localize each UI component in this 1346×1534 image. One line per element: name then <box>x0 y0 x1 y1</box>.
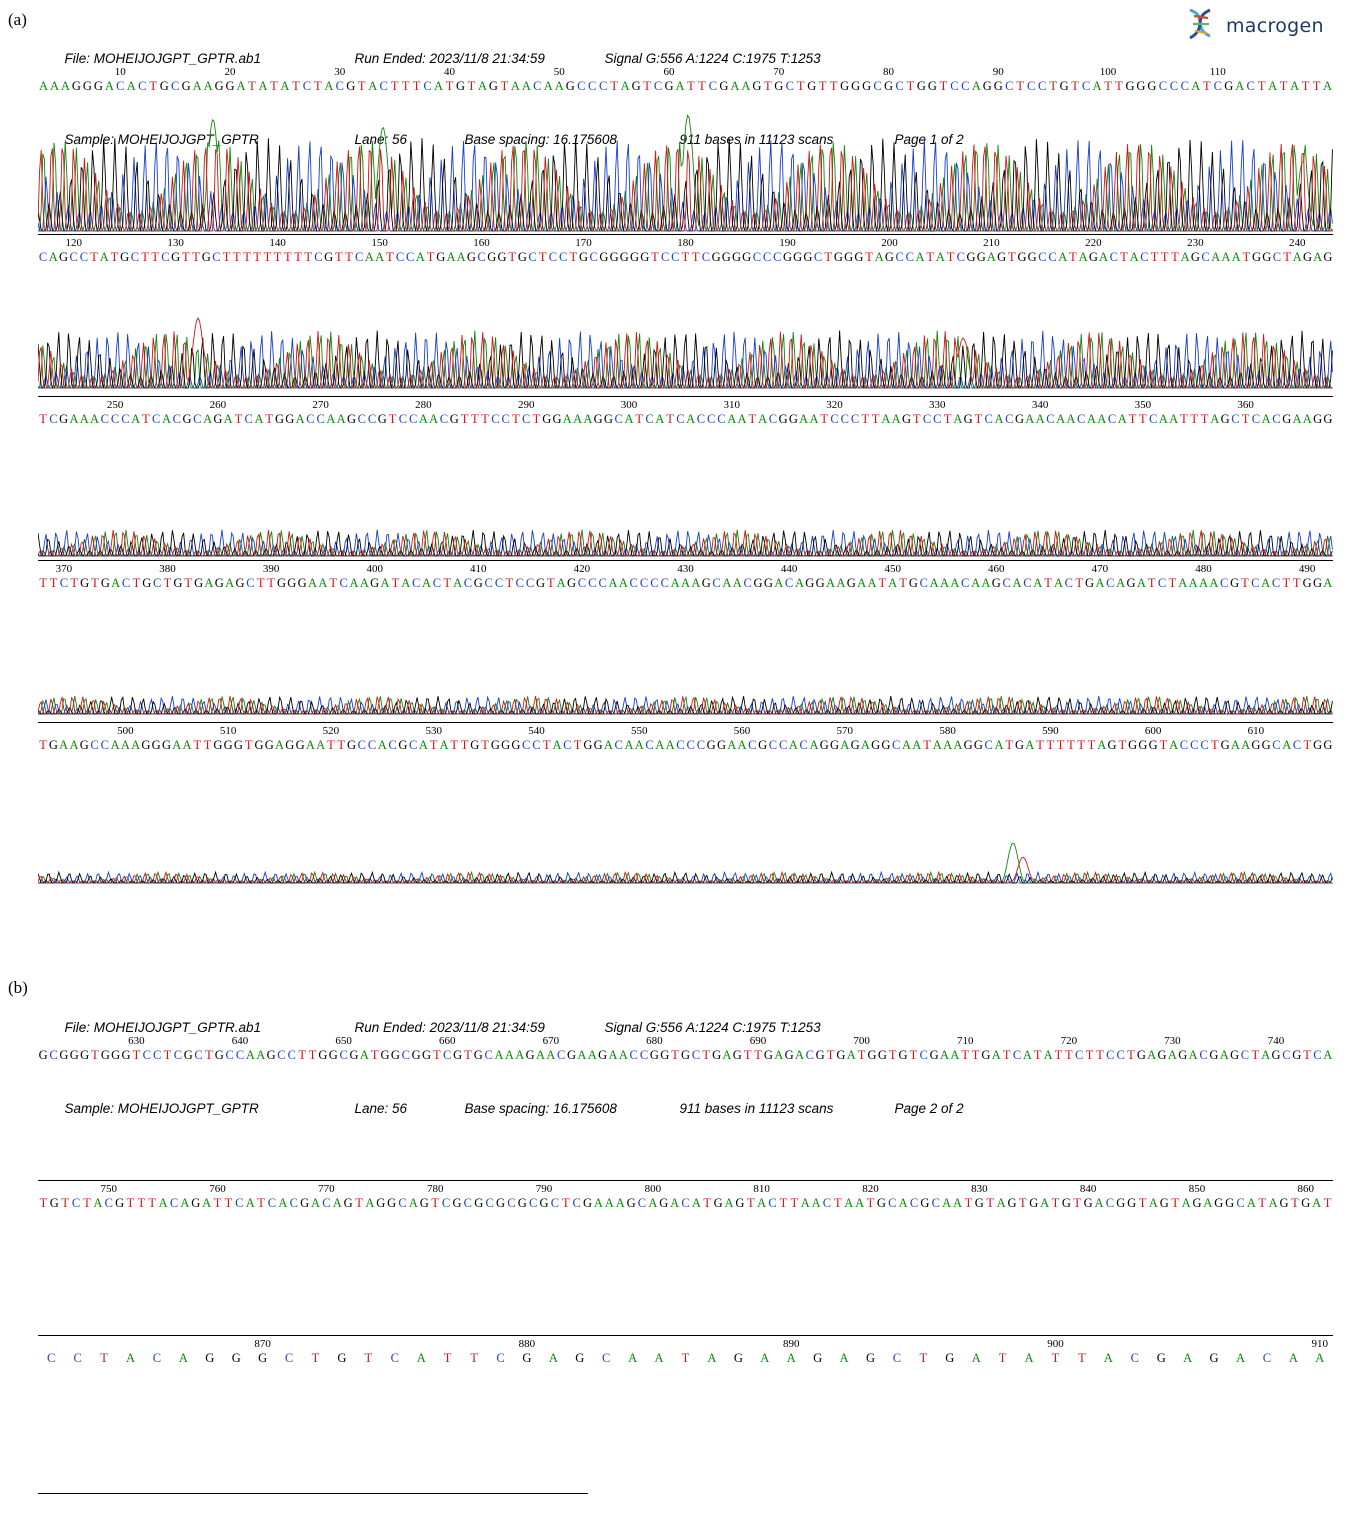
divider-6 <box>38 1335 1333 1336</box>
ruler-tick: 890 <box>782 1338 800 1350</box>
trace-row-5 <box>38 725 1333 753</box>
basecalls-4: T T C T G T G A C T G C T G T G A G A G C T T G G G A A T C A A G A T A C A C T A C G C C T C C G T A G C C C A A C C C C A A A G C A A C G G A C A G G A A G A A T A T G C A A A C A A G C A C A T A C T G A C A G A T C T A A A A C G T C A C T T G G A <box>39 576 1333 590</box>
ruler-tick: 530 <box>425 725 442 737</box>
ruler-tick: 800 <box>644 1183 662 1195</box>
ruler-tick: 220 <box>1085 237 1102 249</box>
ruler-tick: 30 <box>334 66 346 78</box>
ruler-tick: 770 <box>318 1183 335 1195</box>
ruler-tick: 650 <box>335 1035 352 1047</box>
ruler-tick: 820 <box>862 1183 879 1195</box>
base-spacing-label: Base spacing: 16.175608 <box>464 132 617 147</box>
ruler-tick: 580 <box>939 725 956 737</box>
ruler-tick: 290 <box>517 399 535 411</box>
ruler-5 <box>38 725 1333 738</box>
ruler-2 <box>38 237 1333 250</box>
divider-3 <box>38 560 1333 561</box>
ruler-tick: 830 <box>971 1183 988 1195</box>
ruler-tick: 710 <box>956 1035 974 1047</box>
ruler-7 <box>38 1183 1333 1196</box>
ruler-tick: 20 <box>224 66 236 78</box>
chromatogram-4 <box>38 668 1333 716</box>
divider-5 <box>38 1180 1333 1181</box>
ruler-tick: 630 <box>128 1035 145 1047</box>
ruler-1 <box>38 66 1333 79</box>
ruler-tick: 120 <box>65 237 82 249</box>
ruler-tick: 150 <box>371 237 388 249</box>
ruler-tick: 900 <box>1047 1338 1064 1350</box>
ruler-tick: 370 <box>55 563 73 575</box>
ruler-tick: 600 <box>1144 725 1162 737</box>
panel-a-label: (a) <box>8 10 27 29</box>
file-label: File: MOHEIJOJGPT_GPTR.ab1 <box>64 1020 262 1035</box>
ruler-tick: 730 <box>1164 1035 1181 1047</box>
ruler-tick: 160 <box>473 237 490 249</box>
ruler-tick: 640 <box>231 1035 249 1047</box>
ruler-tick: 70 <box>773 66 785 78</box>
chromatogram-1 <box>38 108 1333 233</box>
ruler-tick: 500 <box>117 725 134 737</box>
basecalls-6: G C G G G T G G G T C C T C G C T G C C A A G C C T T G G C G A T G G C G G T C G T G C A A A G A A C G A A G A A C C G G T G C T G A G T T G A G A C G T G A T G G T G T C G A A T T G A T C A T A T T C T T C C T G A G A G A C G A G C T A G C G T C A <box>38 1048 1333 1062</box>
run-ended-label: Run Ended: 2023/11/8 21:34:59 <box>354 51 545 66</box>
trace-row-6 <box>38 1035 1333 1063</box>
ruler-tick: 470 <box>1091 563 1109 575</box>
panel-b-header <box>42 975 964 1161</box>
ruler-tick: 50 <box>553 66 565 78</box>
trace-row-4 <box>38 563 1333 591</box>
bases-scans-label: 911 bases in 11123 scans <box>679 1101 834 1116</box>
ruler-tick: 140 <box>269 237 286 249</box>
trace-row-8 <box>38 1338 1333 1366</box>
ruler-tick: 420 <box>573 563 591 575</box>
divider-7 <box>38 1493 588 1494</box>
ruler-tick: 740 <box>1267 1035 1285 1047</box>
chromatogram-3 <box>38 500 1333 558</box>
ruler-tick: 660 <box>438 1035 456 1047</box>
ruler-tick: 60 <box>663 66 675 78</box>
ruler-tick: 380 <box>159 563 176 575</box>
ruler-tick: 480 <box>1195 563 1212 575</box>
ruler-tick: 520 <box>322 725 340 737</box>
sample-label: Sample: MOHEIJOJGPT_GPTR <box>64 1101 259 1116</box>
ruler-tick: 810 <box>753 1183 770 1195</box>
basecalls-2: C A G C C T A T G C T T C G T T G C T T T T T T T T T C G T T C A A T C C A T G A A G C G G T G C T C C T G C G G G G G T C C T T C G G G G C C C G G G C T G G G T A G C C A T A T C G G A G T G G C C A T A G A C T A C T T T A G C A A A T G G C T A G A G <box>38 250 1333 264</box>
ruler-tick: 610 <box>1247 725 1265 737</box>
ruler-8 <box>38 1338 1333 1351</box>
ruler-tick: 430 <box>677 563 694 575</box>
bases-scans-label: 911 bases in 11123 scans <box>679 132 834 147</box>
sample-label: Sample: MOHEIJOJGPT_GPTR <box>64 132 259 147</box>
trace-row-2 <box>38 237 1333 265</box>
file-label: File: MOHEIJOJGPT_GPTR.ab1 <box>64 51 262 66</box>
basecalls-8: C C T A C A G G G C T G T C A T T C G A G C A A T A G A A G A G C T G A T A T T A C G A G A C A A <box>47 1351 1325 1365</box>
lane-label: Lane: 56 <box>354 132 408 147</box>
ruler-tick: 760 <box>209 1183 226 1195</box>
divider-2 <box>38 396 1333 397</box>
ruler-tick: 180 <box>677 237 694 249</box>
ruler-tick: 570 <box>836 725 854 737</box>
ruler-tick: 90 <box>992 66 1004 78</box>
ruler-tick: 260 <box>209 399 227 411</box>
ruler-tick: 440 <box>780 563 798 575</box>
ruler-tick: 100 <box>1099 66 1117 78</box>
ruler-tick: 720 <box>1060 1035 1078 1047</box>
ruler-tick: 210 <box>983 237 1000 249</box>
basecalls-5: T G A A G C C A A A G G G A A T T G G G T G G A G G A A T T G C C A C G C A T A T T G T G G G C C T A C T G G A C A A C A A C C C G G A A C G C C A C A G G A G A G G C A A T A A A G G C A T G A T T T T T T A G T G G G T A C C C T G A A G G C A C T G G <box>39 738 1333 752</box>
ruler-tick: 690 <box>749 1035 767 1047</box>
ruler-tick: 780 <box>426 1183 444 1195</box>
page-label: Page 1 of 2 <box>894 132 964 147</box>
trace-row-1 <box>38 66 1333 94</box>
ruler-tick: 510 <box>219 725 237 737</box>
ruler-tick: 390 <box>262 563 280 575</box>
divider-4 <box>38 722 1333 723</box>
ruler-tick: 450 <box>884 563 901 575</box>
basecalls-1: A A A G G G A C A C T G C G A A G G A T A T A T C T A C G T A C T T T C A T G T A G T A A C A A G C C C T A G T C G A T T C G A A G T G C T G T T G G G C G C T G G T C C A G G C T C C T G T C A T T G G G C C C A T C G A C T A T A T T A <box>38 79 1333 93</box>
ruler-tick: 250 <box>106 399 124 411</box>
ruler-tick: 550 <box>631 725 648 737</box>
ruler-tick: 190 <box>779 237 796 249</box>
ruler-tick: 170 <box>575 237 592 249</box>
base-spacing-label: Base spacing: 16.175608 <box>464 1101 617 1116</box>
ruler-3 <box>38 399 1333 412</box>
ruler-tick: 410 <box>470 563 487 575</box>
ruler-tick: 40 <box>444 66 456 78</box>
ruler-tick: 340 <box>1031 399 1049 411</box>
signal-label: Signal G:556 A:1224 C:1975 T:1253 <box>604 51 821 66</box>
ruler-tick: 540 <box>528 725 545 737</box>
ruler-4 <box>38 563 1333 576</box>
ruler-tick: 310 <box>723 399 740 411</box>
basecalls-3: T C G A A A C C C A T C A C G C A G A T C A T G G A C C A A G C C G T C C A A C G T T T C C T C T G G A A A G G C A T C A T C A C C C A A T A C G G A A T C C C T T A A G T C C T A G T C A C G A A C A A C A A C A T T C A A T T T A G C T C A C G A A G G <box>39 412 1333 426</box>
macrogen-logo <box>1182 6 1332 48</box>
chromatogram-2 <box>38 285 1333 390</box>
ruler-tick: 230 <box>1187 237 1204 249</box>
ruler-tick: 200 <box>881 237 898 249</box>
ruler-tick: 910 <box>1311 1338 1329 1350</box>
ruler-tick: 850 <box>1188 1183 1206 1195</box>
ruler-tick: 670 <box>542 1035 560 1047</box>
ruler-tick: 880 <box>518 1338 536 1350</box>
panel-b-label: (b) <box>8 978 28 997</box>
ruler-tick: 680 <box>646 1035 663 1047</box>
basecalls-7: T G T C T A C G T T T A C A G A T T C A T C A C G A C A G T A G G C A G T C G C G C G C G C G C T C G A A A G C A G A C A T G A G T A C T T A A C T A A T G C A C G C A A T G T A G T G A T G T G A C G G T A G T A G A G G C A T A G T G A T <box>39 1196 1332 1210</box>
ruler-tick: 400 <box>366 563 383 575</box>
ruler-tick: 280 <box>415 399 432 411</box>
ruler-tick: 350 <box>1134 399 1152 411</box>
ruler-tick: 460 <box>988 563 1005 575</box>
ruler-tick: 270 <box>312 399 329 411</box>
lane-label: Lane: 56 <box>354 1101 408 1116</box>
ruler-tick: 840 <box>1079 1183 1097 1195</box>
page-label: Page 2 of 2 <box>894 1101 964 1116</box>
ruler-tick: 860 <box>1297 1183 1315 1195</box>
ruler-tick: 240 <box>1289 237 1306 249</box>
ruler-tick: 870 <box>254 1338 271 1350</box>
trace-row-7 <box>38 1183 1333 1211</box>
ruler-tick: 130 <box>167 237 184 249</box>
ruler-tick: 750 <box>100 1183 117 1195</box>
ruler-tick: 110 <box>1209 66 1226 78</box>
chromatogram-5 <box>38 830 1333 885</box>
trace-row-3 <box>38 399 1333 427</box>
ruler-tick: 10 <box>114 66 126 78</box>
ruler-tick: 80 <box>883 66 895 78</box>
macrogen-helix-icon <box>1182 6 1224 46</box>
signal-label: Signal G:556 A:1224 C:1975 T:1253 <box>604 1020 821 1035</box>
run-ended-label: Run Ended: 2023/11/8 21:34:59 <box>354 1020 545 1035</box>
panel-b <box>0 965 1346 1525</box>
macrogen-wordmark: macrogen <box>1226 15 1324 37</box>
ruler-tick: 360 <box>1237 399 1254 411</box>
ruler-tick: 490 <box>1298 563 1316 575</box>
ruler-tick: 790 <box>535 1183 553 1195</box>
ruler-tick: 700 <box>853 1035 870 1047</box>
ruler-tick: 300 <box>620 399 638 411</box>
divider-1 <box>38 234 1333 235</box>
ruler-tick: 330 <box>929 399 946 411</box>
ruler-6 <box>38 1035 1333 1048</box>
ruler-tick: 590 <box>1042 725 1059 737</box>
ruler-tick: 560 <box>733 725 751 737</box>
ruler-tick: 320 <box>826 399 843 411</box>
